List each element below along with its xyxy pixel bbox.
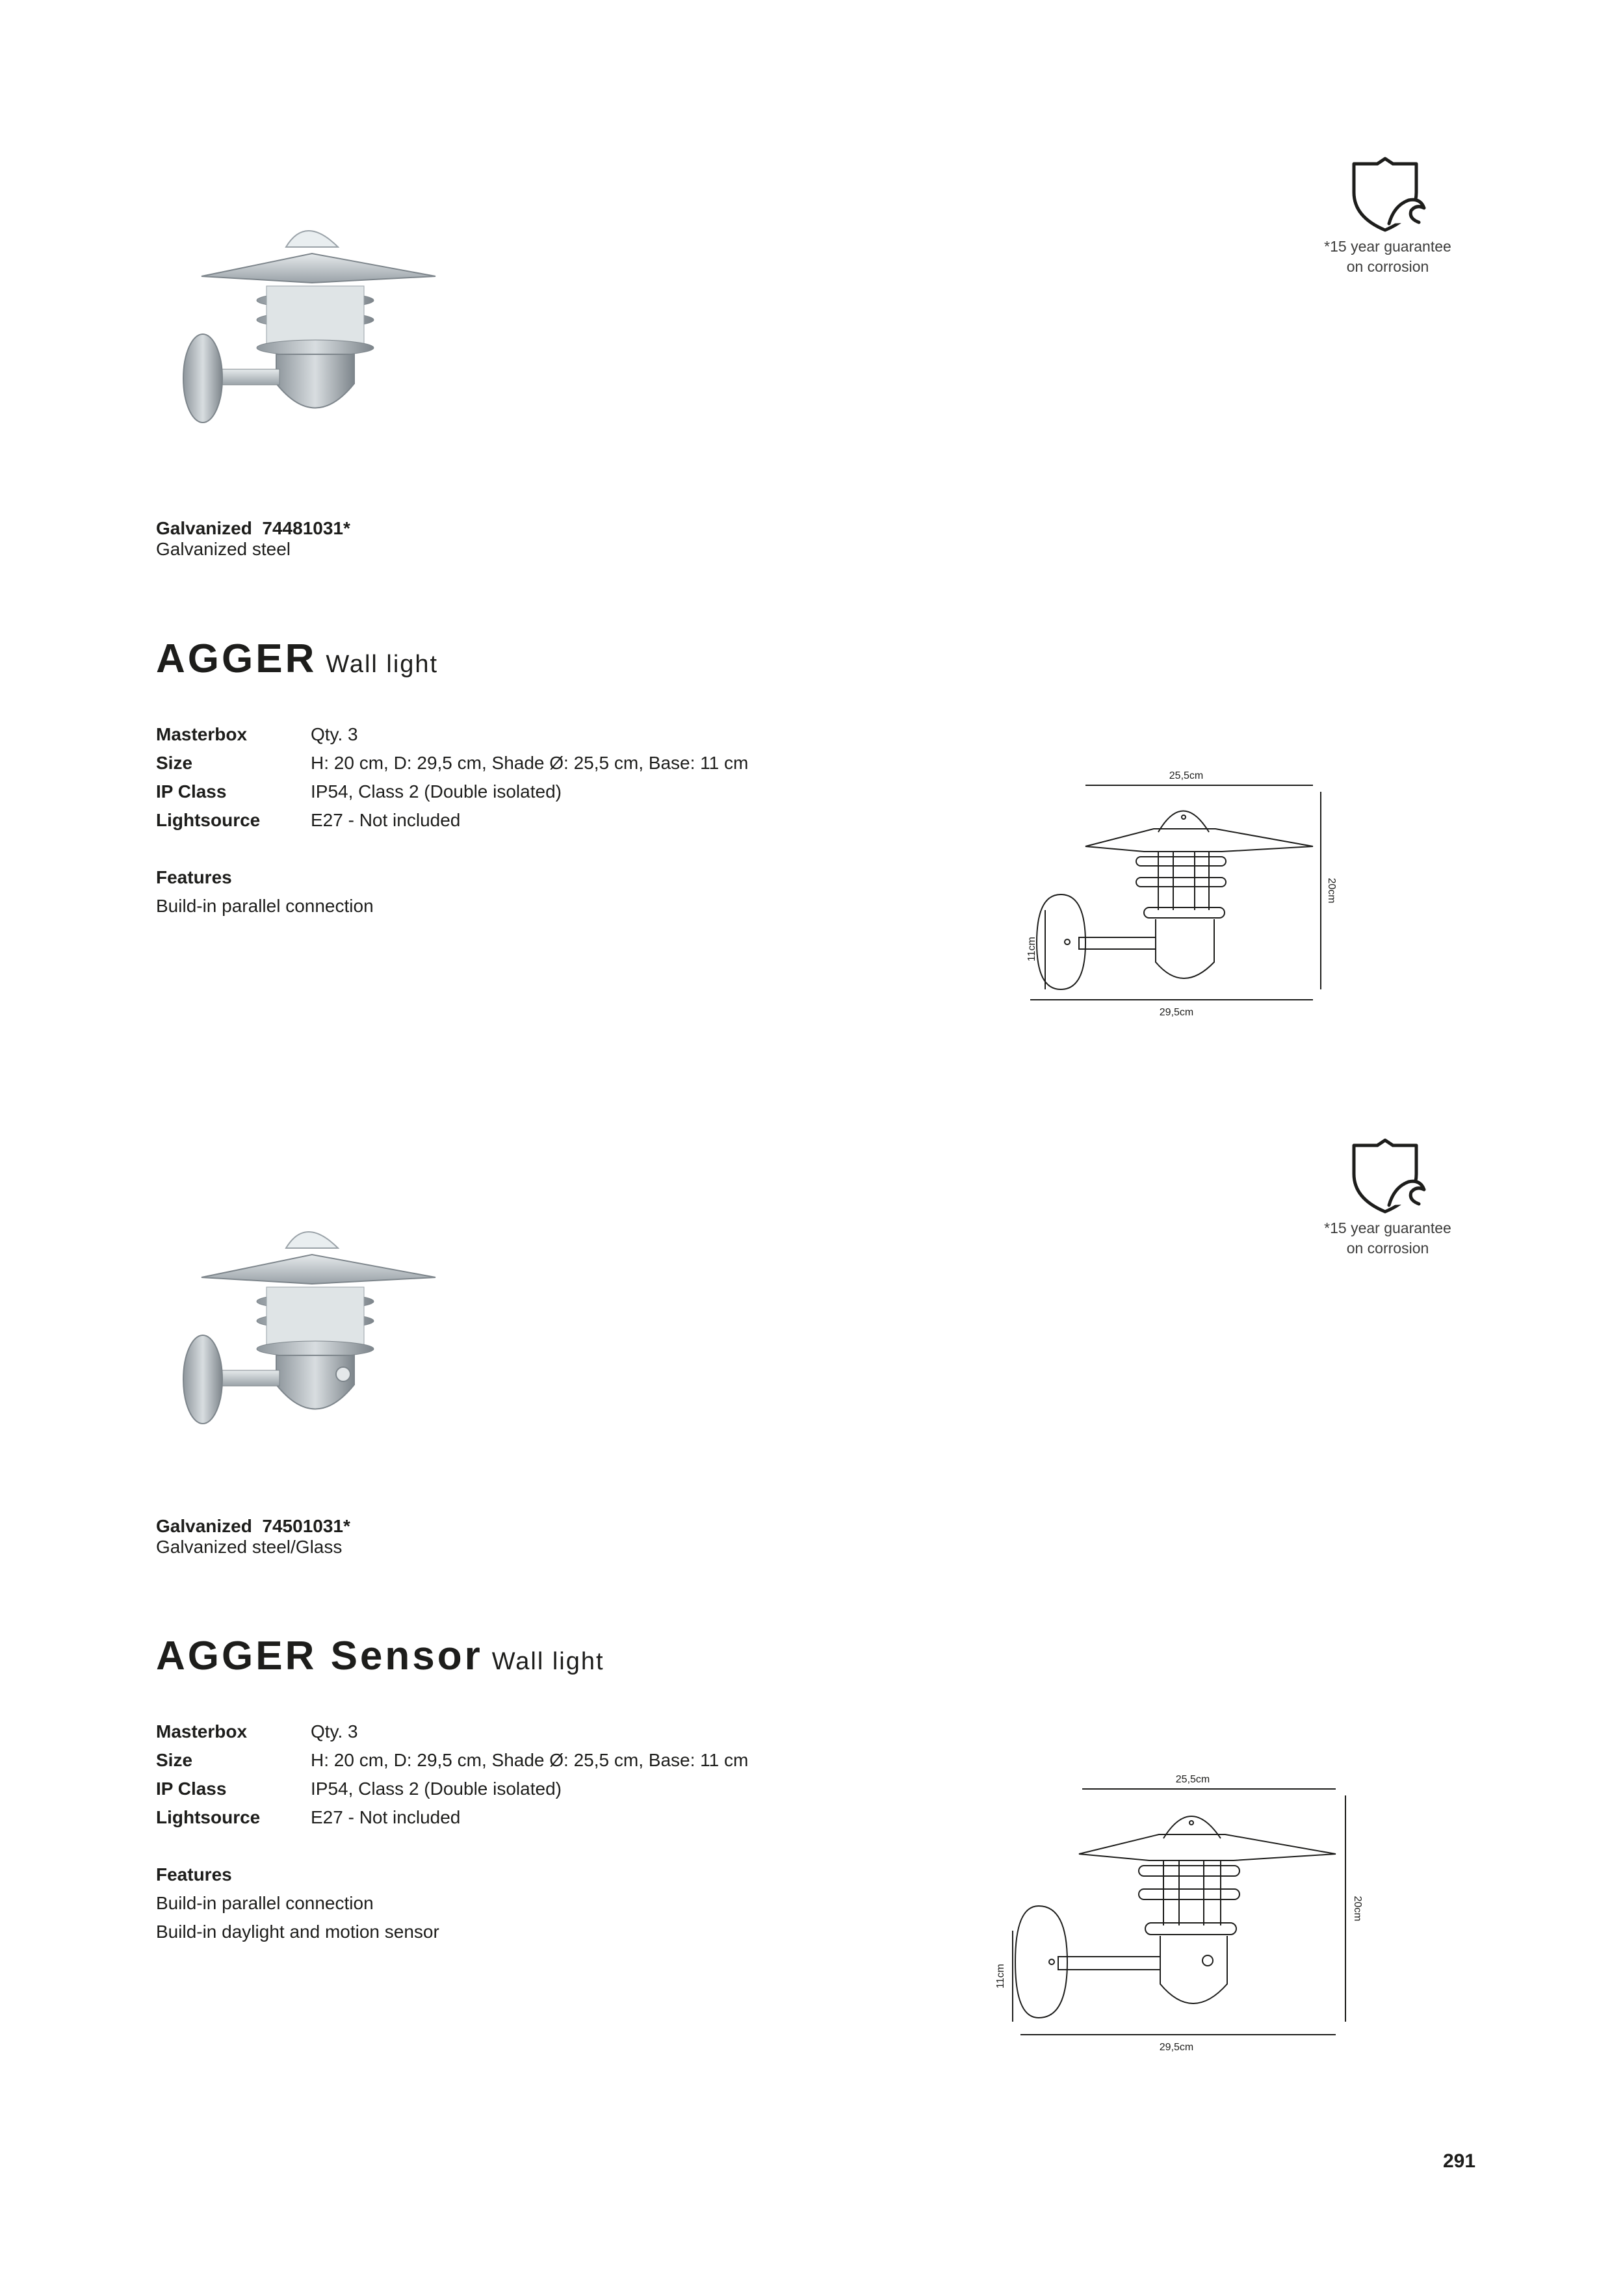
shield-wave-icon <box>1349 155 1427 233</box>
product-photo-agger <box>149 208 448 481</box>
variant-info <box>156 518 350 560</box>
spec-key: IP Class <box>156 1779 227 1799</box>
guarantee-line1: *15 year guarantee <box>1324 1220 1451 1236</box>
spec-value: H: 20 cm, D: 29,5 cm, Shade Ø: 25,5 cm, Base: 11 cm <box>311 1750 749 1770</box>
features-heading: Features <box>156 1864 232 1885</box>
variant-code: 74501031* <box>262 1516 350 1536</box>
dim-base: 11cm <box>995 1964 1006 1989</box>
spec-table <box>156 720 748 920</box>
spec-key: Masterbox <box>156 724 248 744</box>
spec-value: E27 - Not included <box>311 810 461 830</box>
corrosion-guarantee <box>1303 1136 1472 1259</box>
shield-wave-icon <box>1349 1136 1427 1214</box>
variant-finish: Galvanized <box>156 518 252 538</box>
feature-item: Build-in daylight and motion sensor <box>156 1922 439 1942</box>
guarantee-line1: *15 year guarantee <box>1324 238 1451 255</box>
spec-key: Size <box>156 753 193 773</box>
dim-height: 20cm <box>1326 878 1337 904</box>
product-name: AGGER Sensor <box>156 1634 483 1678</box>
technical-drawing <box>988 754 1339 1027</box>
feature-item: Build-in parallel connection <box>156 1893 374 1913</box>
spec-key: IP Class <box>156 781 227 802</box>
technical-drawing <box>975 1755 1391 2067</box>
variant-info <box>156 1516 350 1558</box>
variant-code: 74481031* <box>262 518 350 538</box>
variant-material: Galvanized steel/Glass <box>156 1537 343 1557</box>
features-heading: Features <box>156 867 232 887</box>
spec-key: Lightsource <box>156 810 261 830</box>
spec-row <box>156 1775 748 1803</box>
spec-row <box>156 1746 748 1775</box>
dim-base: 11cm <box>1026 937 1037 961</box>
guarantee-line2: on corrosion <box>1346 258 1429 275</box>
spec-row <box>156 720 748 749</box>
dim-shade: 25,5cm <box>1175 1774 1210 1785</box>
dim-shade: 25,5cm <box>1169 770 1204 781</box>
spec-row <box>156 806 748 835</box>
feature-item: Build-in parallel connection <box>156 896 374 916</box>
corrosion-guarantee <box>1303 155 1472 277</box>
spec-row <box>156 777 748 806</box>
spec-table <box>156 1717 748 1946</box>
spec-value: IP54, Class 2 (Double isolated) <box>311 1779 562 1799</box>
spec-value: H: 20 cm, D: 29,5 cm, Shade Ø: 25,5 cm, Base: 11 cm <box>311 753 749 773</box>
product-title <box>156 1633 604 1679</box>
product-name: AGGER <box>156 636 317 681</box>
spec-row <box>156 749 748 777</box>
spec-row <box>156 1717 748 1746</box>
spec-key: Lightsource <box>156 1807 261 1827</box>
dim-depth: 29,5cm <box>1159 1007 1194 1018</box>
product-type: Wall light <box>326 651 439 678</box>
spec-value: IP54, Class 2 (Double isolated) <box>311 781 562 802</box>
spec-key: Size <box>156 1750 193 1770</box>
spec-value: Qty. 3 <box>311 724 358 744</box>
product-title <box>156 636 438 682</box>
dim-depth: 29,5cm <box>1159 2042 1194 2053</box>
page-number: 291 <box>1443 2150 1476 2172</box>
guarantee-line2: on corrosion <box>1346 1240 1429 1257</box>
product-photo-agger-sensor <box>149 1209 448 1482</box>
dim-height: 20cm <box>1352 1896 1363 1922</box>
product-type: Wall light <box>491 1648 604 1675</box>
spec-value: E27 - Not included <box>311 1807 461 1827</box>
spec-value: Qty. 3 <box>311 1721 358 1742</box>
spec-key: Masterbox <box>156 1721 248 1742</box>
variant-material: Galvanized steel <box>156 539 291 559</box>
spec-row <box>156 1803 748 1832</box>
variant-finish: Galvanized <box>156 1516 252 1536</box>
